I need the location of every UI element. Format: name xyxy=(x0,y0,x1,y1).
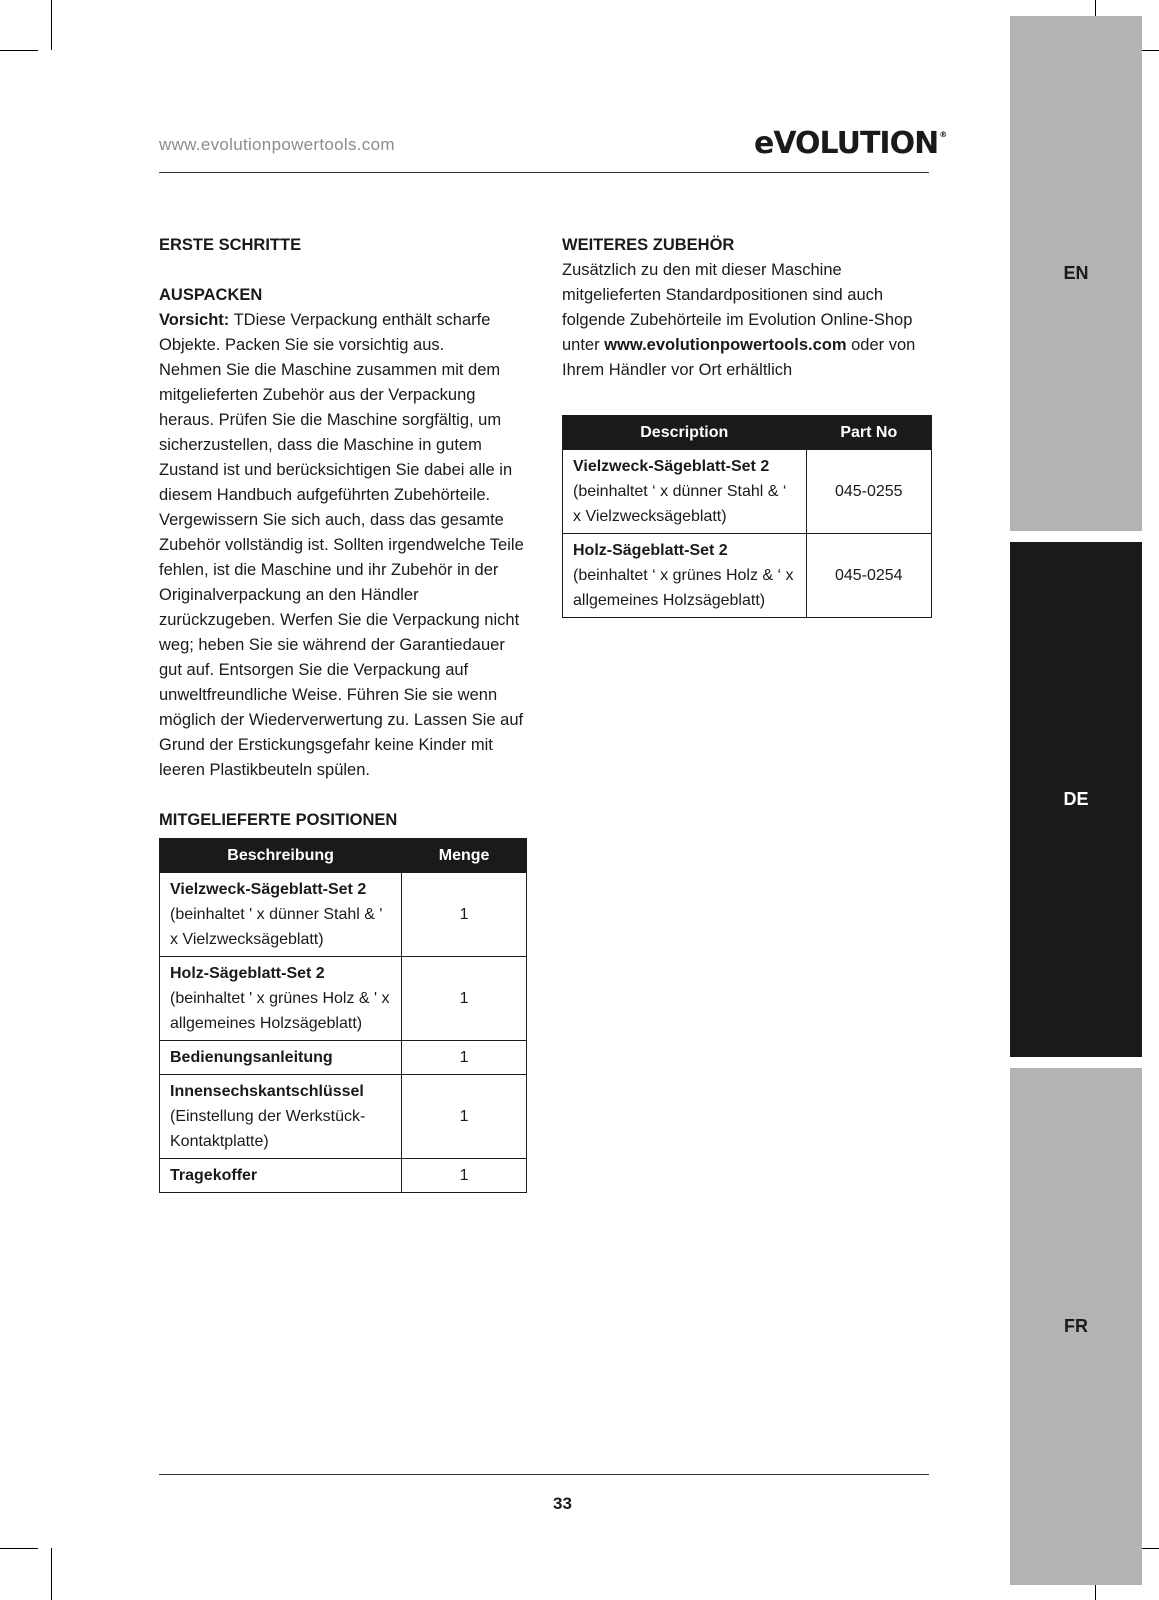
lang-tab-en[interactable]: EN xyxy=(1010,16,1142,531)
item-description: Holz-Sägeblatt-Set 2 (beinhaltet ' x grünes Holz & ' x allgemeines Holzsägeblatt) xyxy=(160,957,402,1041)
shop-link[interactable]: www.evolutionpowertools.com xyxy=(604,336,847,354)
item-quantity: 1 xyxy=(402,1159,527,1193)
item-quantity: 1 xyxy=(402,873,527,957)
table-row xyxy=(160,1159,527,1193)
part-number: 045-0254 xyxy=(806,534,931,618)
item-description: Tragekoffer xyxy=(160,1159,402,1193)
table-row xyxy=(563,534,932,618)
column-header: Menge xyxy=(402,839,527,873)
unpack-title: AUSPACKEN xyxy=(159,286,263,304)
crop-mark xyxy=(51,1548,52,1600)
part-number: 045-0255 xyxy=(806,450,931,534)
accessory-description: Holz-Sägeblatt-Set 2 (beinhaltet ‘ x grünes Holz & ‘ x allgemeines Holzsägeblatt) xyxy=(563,534,807,618)
right-column xyxy=(562,233,932,618)
section-title: ERSTE SCHRITTE xyxy=(159,236,302,254)
caution-label: Vorsicht: xyxy=(159,311,230,329)
accessories-title: WEITERES ZUBEHÖR xyxy=(562,236,735,254)
logo-text: eVOLUTION xyxy=(754,126,939,161)
column-header: Description xyxy=(563,416,807,450)
registered-mark: ® xyxy=(939,130,947,139)
lang-tab-fr[interactable]: FR xyxy=(1010,1068,1142,1585)
caution-text: TDiese Verpackung enthält scharfe Objekte. Packen Sie sie vorsichtig aus. xyxy=(159,311,491,354)
table-row xyxy=(563,450,932,534)
evolution-logo xyxy=(754,126,946,161)
item-quantity: 1 xyxy=(402,1075,527,1159)
table-row xyxy=(160,1075,527,1159)
crop-mark xyxy=(51,0,52,50)
column-header: Beschreibung xyxy=(160,839,402,873)
items-title: MITGELIEFERTE POSITIONEN xyxy=(159,811,398,829)
caution-paragraph xyxy=(159,308,527,358)
supplied-items-table xyxy=(159,838,527,1193)
item-description: Vielzweck-Sägeblatt-Set 2 (beinhaltet ' x dünner Stahl & ' x Vielzwecksägeblatt) xyxy=(160,873,402,957)
accessories-table xyxy=(562,415,932,618)
table-row xyxy=(160,957,527,1041)
header-rule xyxy=(159,172,929,173)
item-quantity: 1 xyxy=(402,957,527,1041)
unpack-body: Nehmen Sie die Maschine zusammen mit dem mitgelieferten Zubehör aus der Verpackung heraus. Prüfen Sie die Maschine sorgfältig, um sicherzustellen, dass die Maschine in gutem Zustand ist und berücksichtigen Sie dabei alle in diesem Handbuch aufgeführten Zubehörteile. Vergewissern Sie sich auch, dass das gesamte Zubehör vollständig ist. Sollten irgendwelche Teile fehlen, ist die Maschine und ihr Zubehör in der Originalverpackung an den Händler zurückzugeben. Werfen Sie die Verpackung nicht weg; heben Sie sie während der Garantiedauer gut auf. Entsorgen Sie die Verpackung auf unweltfreundliche Weise. Führen Sie sie wenn möglich der Wiederverwertung zu. Lassen Sie auf Grund der Erstickungsgefahr keine Kinder mit leeren Plastikbeuteln spülen. xyxy=(159,361,524,779)
item-description: Bedienungsanleitung xyxy=(160,1041,402,1075)
accessory-description: Vielzweck-Sägeblatt-Set 2 (beinhaltet ‘ x dünner Stahl & ‘ x Vielzwecksägeblatt) xyxy=(563,450,807,534)
left-column xyxy=(159,233,527,1193)
item-quantity: 1 xyxy=(402,1041,527,1075)
table-row xyxy=(160,873,527,957)
page-number: 33 xyxy=(553,1494,572,1513)
item-description: Innensechskantschlüssel (Einstellung der Werkstück-Kontaktplatte) xyxy=(160,1075,402,1159)
lang-tab-de[interactable]: DE xyxy=(1010,542,1142,1057)
header-url[interactable]: www.evolutionpowertools.com xyxy=(159,135,395,154)
table-row xyxy=(160,1041,527,1075)
crop-mark xyxy=(0,1548,38,1549)
column-header: Part No xyxy=(806,416,931,450)
crop-mark xyxy=(0,50,38,51)
accessories-intro: Zusätzlich zu den mit dieser Maschine mitgelieferten Standardpositionen sind auch folgende Zubehörteile im Evolution Online-Shop unter www.evolutionpowertools.com oder von Ihrem Händler vor Ort erhältlich xyxy=(562,261,916,379)
footer-rule xyxy=(159,1474,929,1475)
